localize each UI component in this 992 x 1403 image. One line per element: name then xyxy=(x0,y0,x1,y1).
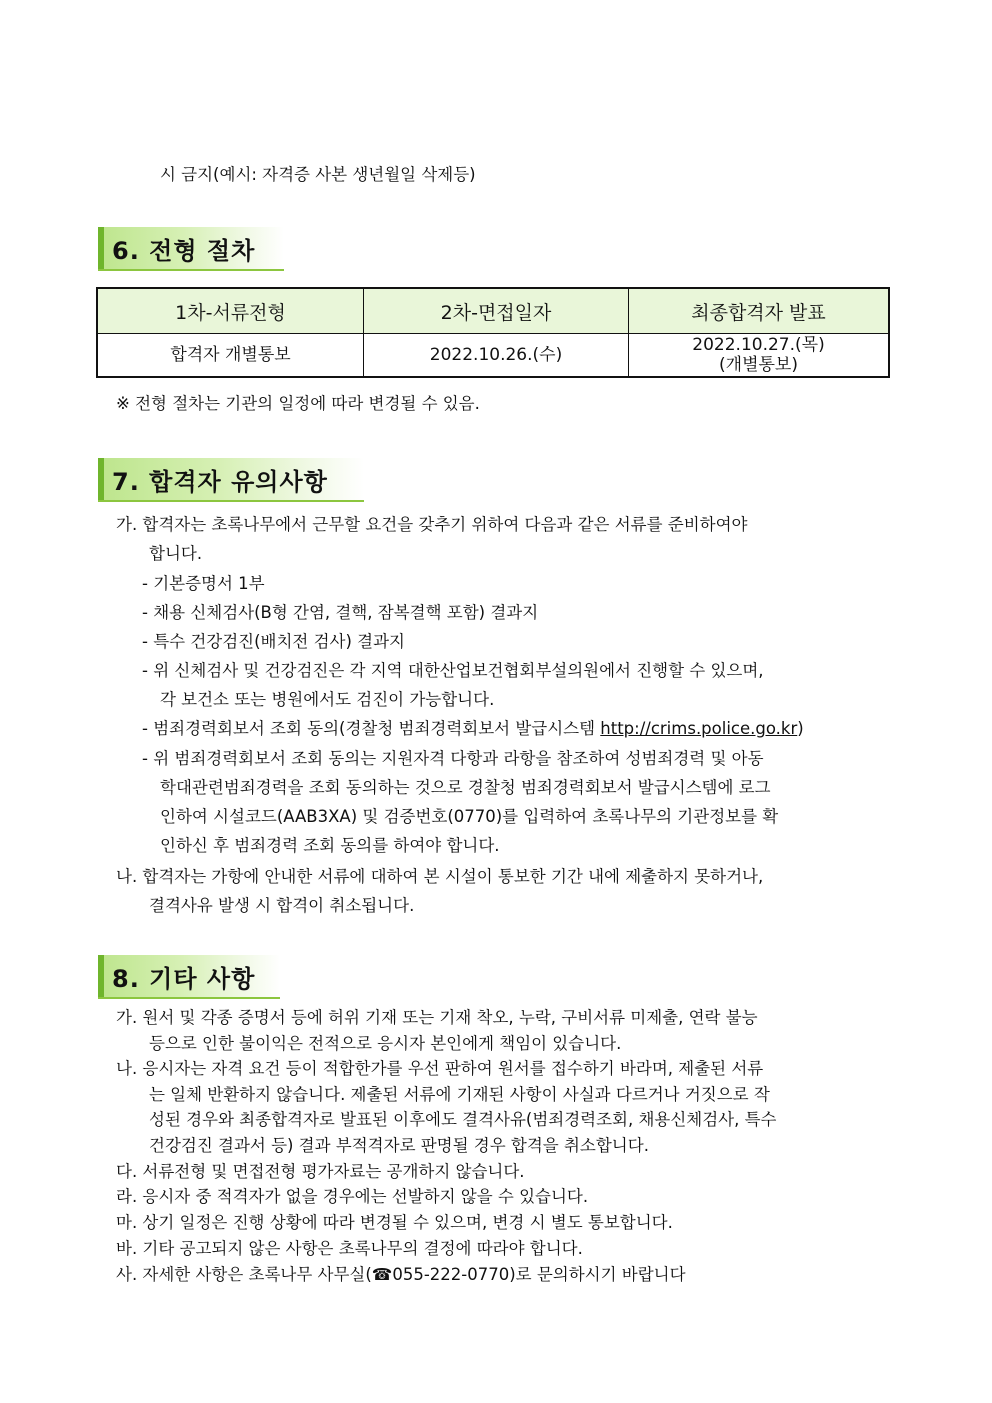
final-notice: (개별통보) xyxy=(719,355,798,375)
crims-link[interactable]: http://crims.police.go.kr xyxy=(600,719,798,738)
intro-line: 시 금지(예시: 자격증 사본 생년월일 삭제등) xyxy=(160,165,476,184)
s8-line-10: 바. 기타 공고되지 않은 사항은 초록나무의 결정에 따라야 합니다. xyxy=(116,1239,583,1258)
table-header-row xyxy=(97,288,889,334)
s8-line-9: 마. 상기 일정은 진행 상황에 따라 변경될 수 있으며, 변경 시 별도 통보합니다. xyxy=(116,1213,673,1232)
s7-line-8 xyxy=(142,718,804,740)
header-cell-1: 1차-서류전형 xyxy=(97,288,364,334)
final-date: 2022.10.27.(목) xyxy=(692,335,825,355)
table-row xyxy=(97,334,889,378)
s8-line-1: 가. 원서 및 각종 증명서 등에 허위 기재 또는 기재 착오, 누락, 구비서류 미제출, 연락 불능 xyxy=(116,1008,758,1027)
header-cell-2: 2차-면접일자 xyxy=(364,288,629,334)
s8-line-11: 사. 자세한 사항은 초록나무 사무실(☎055-222-0770)로 문의하시기 바랍니다 xyxy=(116,1265,686,1284)
s7-line-10: 학대관련범죄경력을 조회 동의하는 것으로 경찰청 범죄경력회보서 발급시스템에 로그 xyxy=(160,778,771,797)
s7-line-5: - 특수 건강검진(배치전 검사) 결과지 xyxy=(142,632,405,651)
s8-line-4: 는 일체 반환하지 않습니다. 제출된 서류에 기재된 사항이 사실과 다르거나 거짓으로 작 xyxy=(149,1085,770,1104)
section-8-title: 8. 기타 사항 xyxy=(112,964,256,993)
cell-document-screening: 합격자 개별통보 xyxy=(97,334,364,378)
s7-line-8-close: ) xyxy=(797,719,804,738)
procedure-table xyxy=(96,287,890,378)
cell-final-announcement xyxy=(629,334,890,378)
section-6-title: 6. 전형 절차 xyxy=(112,236,256,265)
section-7-heading xyxy=(98,458,364,502)
s8-line-5: 성된 경우와 최종합격자로 발표된 이후에도 결격사유(범죄경력조회, 채용신체검사, 특수 xyxy=(149,1110,777,1129)
heading-bar xyxy=(98,227,104,269)
section-6-heading xyxy=(98,227,284,271)
heading-bar xyxy=(98,955,104,997)
s7-line-1: 가. 합격자는 초록나무에서 근무할 요건을 갖추기 위하여 다음과 같은 서류를 준비하여야 xyxy=(116,515,748,534)
s8-line-8: 라. 응시자 중 적격자가 없을 경우에는 선발하지 않을 수 있습니다. xyxy=(116,1187,589,1206)
s7-line-6: - 위 신체검사 및 건강검진은 각 지역 대한산업보건협회부설의원에서 진행할 수 있으며, xyxy=(142,661,764,680)
s7-line-13: 나. 합격자는 가항에 안내한 서류에 대하여 본 시설이 통보한 기간 내에 제출하지 못하거나, xyxy=(116,867,764,886)
s7-line-3: - 기본증명서 1부 xyxy=(142,574,265,593)
header-cell-3: 최종합격자 발표 xyxy=(629,288,890,334)
s7-line-7: 각 보건소 또는 병원에서도 검진이 가능합니다. xyxy=(160,690,495,709)
section-7-title: 7. 합격자 유의사항 xyxy=(112,467,328,496)
procedure-note: ※ 전형 절차는 기관의 일정에 따라 변경될 수 있음. xyxy=(116,394,480,413)
s8-line-7: 다. 서류전형 및 면접전형 평가자료는 공개하지 않습니다. xyxy=(116,1162,525,1181)
s8-line-2: 등으로 인한 불이익은 전적으로 응시자 본인에게 책임이 있습니다. xyxy=(149,1034,622,1053)
heading-bar xyxy=(98,458,104,500)
s7-line-12: 인하신 후 범죄경력 조회 동의를 하여야 합니다. xyxy=(160,836,500,855)
cell-interview-date: 2022.10.26.(수) xyxy=(364,334,629,378)
s7-line-9: - 위 범죄경력회보서 조회 동의는 지원자격 다항과 라항을 참조하여 성범죄경력 및 아동 xyxy=(142,749,764,768)
s7-line-4: - 채용 신체검사(B형 간염, 결핵, 잠복결핵 포함) 결과지 xyxy=(142,603,539,622)
s7-line-14: 결격사유 발생 시 합격이 취소됩니다. xyxy=(149,896,415,915)
section-8-heading xyxy=(98,955,280,999)
s7-line-8-text: - 범죄경력회보서 조회 동의(경찰청 범죄경력회보서 발급시스템 xyxy=(142,719,601,738)
s8-line-3: 나. 응시자는 자격 요건 등이 적합한가를 우선 판하여 원서를 접수하기 바라며, 제출된 서류 xyxy=(116,1059,764,1078)
s7-line-11: 인하여 시설코드(AAB3XA) 및 검증번호(0770)를 입력하여 초록나무의 기관정보를 확 xyxy=(160,807,779,826)
s7-line-2: 합니다. xyxy=(149,544,203,563)
s8-line-6: 건강검진 결과서 등) 결과 부적격자로 판명될 경우 합격을 취소합니다. xyxy=(149,1136,649,1155)
